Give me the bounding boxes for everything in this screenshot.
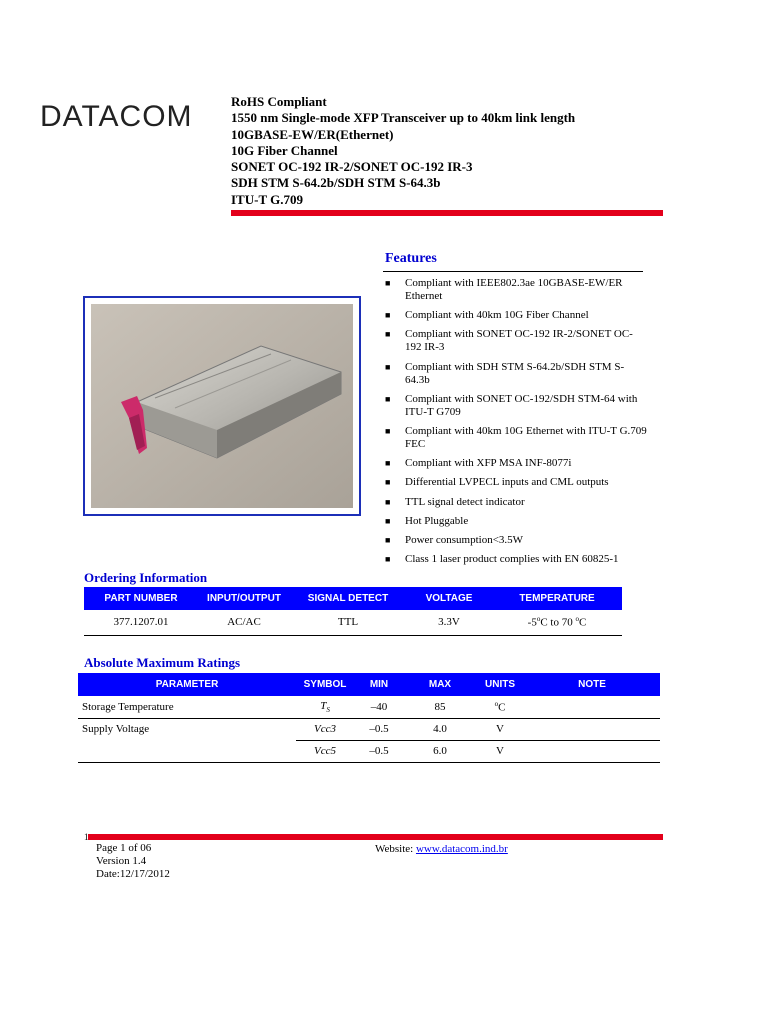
bullet-square-icon: ■ [385, 361, 391, 372]
parameter-cell: Storage Temperature [82, 700, 174, 713]
company-logo: DATACOM [40, 100, 193, 133]
column-header: PART NUMBER [104, 593, 178, 604]
column-header: NOTE [578, 679, 606, 690]
title-line: 10GBASE-EW/ER(Ethernet) [231, 126, 394, 142]
footer-marker: 1 [84, 832, 89, 842]
bullet-square-icon: ■ [385, 477, 391, 488]
bullet-square-icon: ■ [385, 458, 391, 469]
column-header: PARAMETER [155, 679, 219, 690]
bullet-square-icon: ■ [385, 425, 391, 436]
column-header: MIN [369, 679, 389, 690]
column-header: TEMPERATURE [519, 593, 595, 604]
website-line [375, 843, 508, 856]
feature-text: Compliant with XFP MSA INF-8077i [405, 457, 572, 470]
parameter-cell: Supply Voltage [82, 723, 150, 736]
degree-mark: o [494, 699, 499, 708]
bullet-square-icon: ■ [385, 554, 391, 565]
footer-info [96, 842, 170, 881]
bullet-square-icon: ■ [385, 393, 391, 404]
feature-text: Compliant with 40km 10G Fiber Channel [405, 309, 589, 322]
units-cell: V [476, 718, 524, 740]
symbol-cell: Vcc3 [296, 718, 354, 740]
title-line: SONET OC-192 IR-2/SONET OC-192 IR-3 [231, 159, 473, 175]
ratings-header-row [78, 673, 660, 696]
feature-item [385, 553, 647, 566]
feature-item [385, 515, 647, 528]
table-row [84, 610, 622, 635]
temp-max: 70 [561, 617, 573, 630]
feature-item [385, 393, 647, 419]
feature-item [385, 277, 647, 303]
ordering-header-row [84, 587, 622, 610]
table-row [78, 718, 660, 740]
feature-text: Compliant with SONET OC-192/SDH STM-64 with ITU-T G709 [405, 392, 638, 418]
title-line: 1550 nm Single-mode XFP Transceiver up to 40km link length [231, 110, 576, 126]
table-row [78, 740, 660, 762]
page-number: Page 1 of 06 [96, 842, 152, 854]
column-header: UNITS [485, 679, 515, 690]
column-header: SYMBOL [303, 679, 347, 690]
feature-item [385, 425, 647, 451]
website-link[interactable]: www.datacom.ind.br [415, 843, 508, 855]
feature-text: Hot Pluggable [405, 514, 469, 527]
units-cell: V [496, 745, 504, 757]
column-header: SIGNAL DETECT [307, 593, 389, 604]
feature-item [385, 534, 647, 547]
document-title-block [231, 94, 575, 208]
degree-mark: o [536, 615, 541, 624]
feature-text: Compliant with 40km 10G Ethernet with ITU-T G.709 FEC [405, 424, 647, 450]
ordering-heading: Ordering Information [84, 570, 208, 585]
min-cell: –40 [370, 700, 388, 713]
features-heading: Features [385, 251, 437, 266]
units-text: C [498, 701, 506, 714]
title-line: SDH STM S-64.2b/SDH STM S-64.3b [231, 175, 441, 191]
bullet-square-icon: ■ [385, 278, 391, 288]
product-photo-frame [83, 296, 361, 516]
xfp-transceiver-image [85, 298, 359, 514]
feature-text: Class 1 laser product complies with EN 60825-1 [405, 553, 619, 566]
feature-item [385, 309, 647, 322]
io-cell: AC/AC [227, 616, 261, 629]
bullet-square-icon: ■ [385, 310, 391, 321]
title-line: ITU-T G.709 [231, 191, 303, 207]
symbol-subscript: S [326, 705, 330, 714]
note-cell [524, 718, 660, 740]
feature-item [385, 457, 647, 470]
bullet-square-icon: ■ [385, 534, 391, 545]
column-header: INPUT/OUTPUT [207, 593, 281, 604]
degree-mark: o [575, 615, 579, 624]
max-cell: 6.0 [433, 745, 447, 757]
temp-separator: C to [540, 617, 559, 630]
min-cell: –0.5 [369, 745, 389, 757]
symbol-text: T [320, 699, 327, 712]
temp-min: -5 [527, 617, 537, 630]
header-red-divider [231, 210, 663, 216]
part-number-cell: 377.1207.01 [113, 616, 169, 629]
features-list [385, 277, 647, 572]
ordering-table [84, 587, 622, 636]
feature-text: Compliant with SONET OC-192 IR-2/SONET OC-192 IR-3 [405, 328, 633, 354]
feature-text: Differential LVPECL inputs and CML outputs [405, 476, 609, 489]
note-cell [524, 740, 660, 762]
title-line: RoHS Compliant [231, 94, 327, 109]
feature-item [385, 328, 647, 354]
parameter-cell [78, 740, 296, 762]
symbol-cell: Vcc5 [314, 745, 336, 757]
max-cell: 4.0 [404, 718, 476, 740]
temp-unit: C [578, 617, 587, 630]
max-cell: 85 [434, 700, 446, 713]
note-cell [524, 696, 660, 718]
ratings-table [78, 673, 660, 763]
column-header: VOLTAGE [425, 593, 473, 604]
title-line: 10G Fiber Channel [231, 142, 338, 158]
feature-item [385, 361, 647, 387]
date-label: Date:12/17/2012 [96, 868, 170, 880]
signal-detect-cell: TTL [337, 616, 359, 629]
feature-text: TTL signal detect indicator [405, 495, 525, 508]
bullet-square-icon: ■ [385, 329, 391, 340]
feature-text: Compliant with IEEE802.3ae 10GBASE-EW/ER Ethernet [405, 277, 623, 302]
footer-red-divider [88, 834, 663, 840]
symbol-cell [296, 696, 354, 718]
table-row [78, 696, 660, 718]
feature-item [385, 496, 647, 509]
voltage-cell: 3.3V [438, 616, 460, 629]
features-rule [383, 271, 643, 272]
version-label: Version 1.4 [96, 855, 147, 867]
bullet-square-icon: ■ [385, 496, 391, 507]
units-cell [476, 696, 524, 718]
column-header: MAX [428, 679, 452, 690]
feature-text: Power consumption<3.5W [405, 533, 524, 546]
min-cell: –0.5 [354, 718, 404, 740]
feature-item [385, 476, 647, 489]
ratings-heading: Absolute Maximum Ratings [84, 655, 241, 670]
bullet-square-icon: ■ [385, 515, 391, 526]
feature-text: Compliant with SDH STM S-64.2b/SDH STM S-64.3b [405, 360, 625, 386]
temperature-cell [492, 610, 622, 635]
website-label: Website: [375, 843, 416, 855]
